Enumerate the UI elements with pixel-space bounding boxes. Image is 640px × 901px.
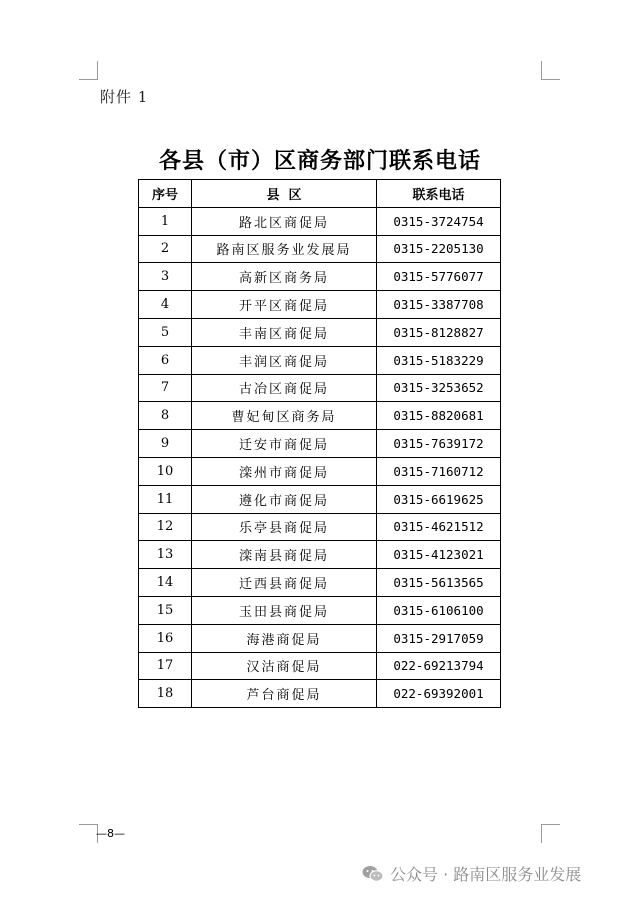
cell-phone: 0315-5183229: [377, 346, 501, 374]
cell-district: 古冶区商促局: [192, 374, 377, 402]
cell-phone: 0315-3253652: [377, 374, 501, 402]
table-row: [139, 541, 501, 569]
cell-district: 乐亭县商促局: [192, 513, 377, 541]
cell-district: 路南区服务业发展局: [192, 235, 377, 263]
cell-phone: 0315-4123021: [377, 541, 501, 569]
contacts-table: [138, 179, 501, 708]
crop-mark-top-left: [79, 61, 98, 80]
cell-number: 11: [139, 485, 192, 513]
cell-district: 路北区商促局: [192, 207, 377, 235]
table-row: [139, 430, 501, 458]
cell-phone: 0315-4621512: [377, 513, 501, 541]
column-header-phone: 联系电话: [377, 180, 501, 208]
cell-district: 海港商促局: [192, 624, 377, 652]
cell-phone: 0315-5613565: [377, 569, 501, 597]
table-row: [139, 207, 501, 235]
table-row: [139, 513, 501, 541]
table-row: [139, 457, 501, 485]
cell-number: 15: [139, 596, 192, 624]
cell-district: 芦台商促局: [192, 680, 377, 708]
cell-number: 10: [139, 457, 192, 485]
cell-number: 8: [139, 402, 192, 430]
cell-district: 玉田县商促局: [192, 596, 377, 624]
cell-number: 4: [139, 291, 192, 319]
cell-phone: 022-69213794: [377, 652, 501, 680]
cell-district: 滦州市商促局: [192, 457, 377, 485]
cell-phone: 0315-8128827: [377, 318, 501, 346]
cell-phone: 0315-2917059: [377, 624, 501, 652]
column-header-number: 序号: [139, 180, 192, 208]
table-row: [139, 318, 501, 346]
cell-phone: 0315-3387708: [377, 291, 501, 319]
attachment-label: 附件 1: [100, 88, 149, 106]
table-row: [139, 596, 501, 624]
cell-number: 13: [139, 541, 192, 569]
cell-number: 9: [139, 430, 192, 458]
table-row: [139, 374, 501, 402]
table-row: [139, 652, 501, 680]
table-row: [139, 485, 501, 513]
cell-phone: 0315-3724754: [377, 207, 501, 235]
watermark: [362, 862, 581, 885]
cell-number: 5: [139, 318, 192, 346]
cell-phone: 0315-7639172: [377, 430, 501, 458]
cell-phone: 0315-6106100: [377, 596, 501, 624]
cell-number: 18: [139, 680, 192, 708]
cell-phone: 022-69392001: [377, 680, 501, 708]
cell-number: 2: [139, 235, 192, 263]
cell-number: 3: [139, 263, 192, 291]
table-row: [139, 680, 501, 708]
cell-district: 曹妃甸区商务局: [192, 402, 377, 430]
table-row: [139, 624, 501, 652]
table-row: [139, 346, 501, 374]
cell-district: 开平区商促局: [192, 291, 377, 319]
table-row: [139, 235, 501, 263]
cell-phone: 0315-8820681: [377, 402, 501, 430]
cell-district: 滦南县商促局: [192, 541, 377, 569]
watermark-text: 公众号 · 路南区服务业发展: [390, 865, 582, 884]
table-header-row: [139, 180, 501, 208]
crop-mark-bottom-right: [541, 824, 560, 843]
cell-number: 1: [139, 207, 192, 235]
cell-district: 迁西县商促局: [192, 569, 377, 597]
cell-number: 17: [139, 652, 192, 680]
table-row: [139, 569, 501, 597]
crop-mark-top-right: [541, 61, 560, 80]
cell-number: 7: [139, 374, 192, 402]
wechat-icon: [362, 865, 384, 883]
cell-phone: 0315-2205130: [377, 235, 501, 263]
column-header-district: 县 区: [192, 180, 377, 208]
table-row: [139, 402, 501, 430]
table-row: [139, 263, 501, 291]
cell-district: 丰南区商促局: [192, 318, 377, 346]
cell-district: 汉沽商促局: [192, 652, 377, 680]
table-row: [139, 291, 501, 319]
cell-number: 16: [139, 624, 192, 652]
cell-district: 迁安市商促局: [192, 430, 377, 458]
cell-district: 遵化市商促局: [192, 485, 377, 513]
cell-phone: 0315-7160712: [377, 457, 501, 485]
cell-district: 丰润区商促局: [192, 346, 377, 374]
cell-number: 12: [139, 513, 192, 541]
cell-number: 6: [139, 346, 192, 374]
cell-phone: 0315-6619625: [377, 485, 501, 513]
cell-number: 14: [139, 569, 192, 597]
cell-phone: 0315-5776077: [377, 263, 501, 291]
page-number: —8—: [96, 827, 125, 840]
cell-district: 高新区商务局: [192, 263, 377, 291]
page-title: 各县（市）区商务部门联系电话: [158, 148, 481, 174]
